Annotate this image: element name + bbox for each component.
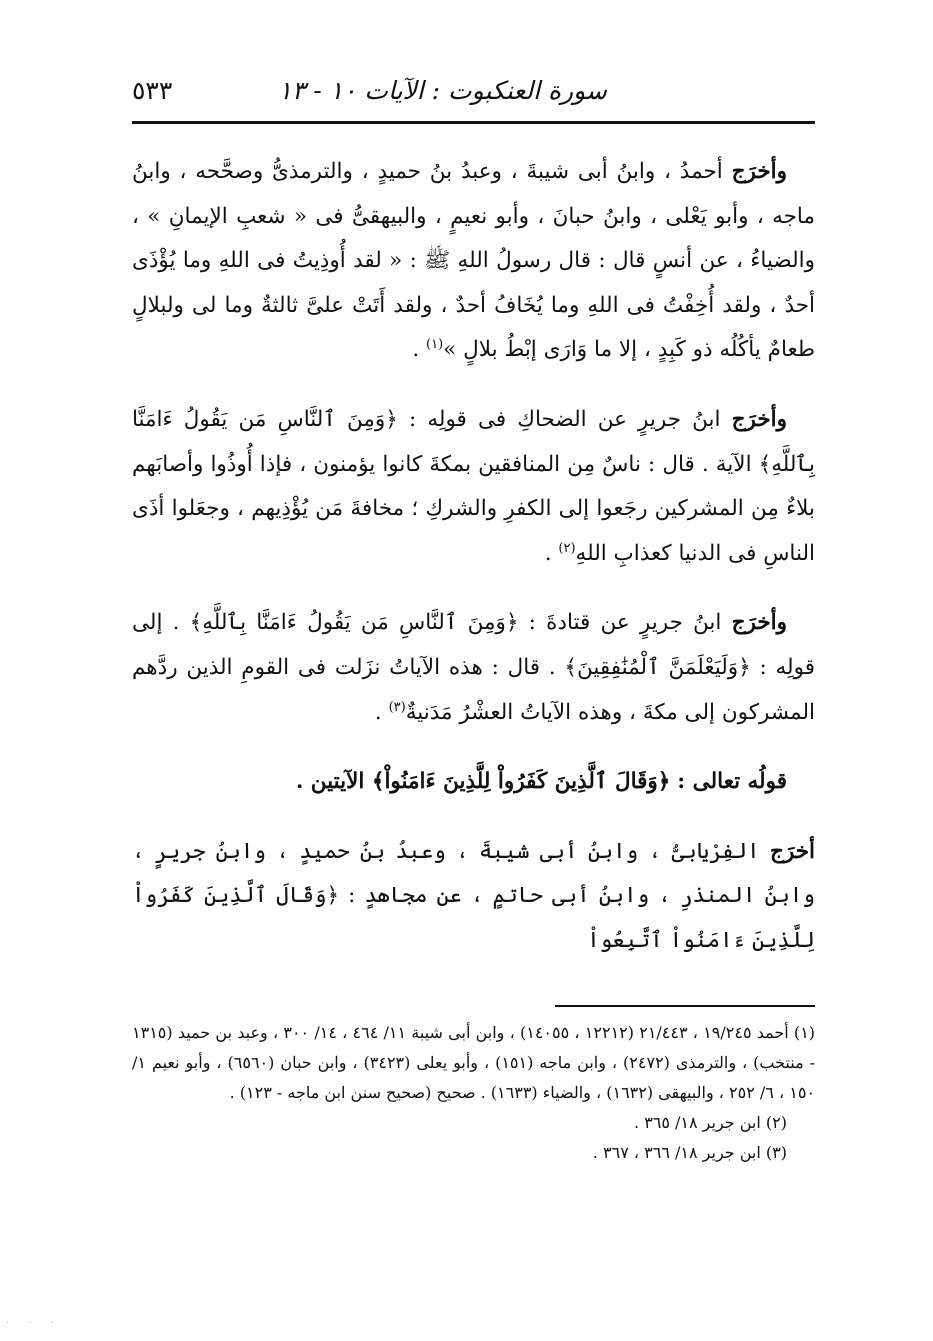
footnote-separator xyxy=(555,1005,815,1007)
main-text xyxy=(132,150,815,989)
footnote-ref-2: (٢) xyxy=(558,540,576,556)
paragraph-end: . xyxy=(544,540,559,566)
paragraph-lead: أخرَج xyxy=(770,838,816,864)
paragraph-lead: وأخرَج xyxy=(731,406,787,432)
verse-text: ﴿وَقَالَ ٱلَّذِينَ كَفَرُواْ لِلَّذِينَ ءَامَنُواْ﴾ الآيتين . xyxy=(295,769,671,795)
paragraph-body: أحمدُ ، وابنُ أبى شيبةَ ، وعبدُ بنُ حميدٍ ، والترمذىُّ وصحَّحه ، وابنُ ماجه ، وأبو يَعْلى ، وابنُ حبانَ ، وأبو نعيمٍ ، والبيهقىُّ فى « شعبِ الإيمانِ » ، والضياءُ ، عن أنسٍ قال : قال رسولُ اللهِ ﷺ : « لقد أُوذِيتُ فى اللهِ وما يُؤْذَى أحدٌ ، ولقد أُخِفْتُ فى اللهِ وما يُخَافُ أحدٌ ، ولقد أَتَتْ علىَّ ثالثةٌ وما لى ولبلالٍ طعامٌ يأكُلُه ذو كَبِدٍ ، إلا ما وَارَى إبْطُ بلالٍ » xyxy=(132,159,815,363)
paragraph-5 xyxy=(132,830,815,964)
paragraph-body: ابنُ جريرٍ عن الضحاكِ فى قولِه : ﴿وَمِنَ ٱلنَّاسِ مَن يَقُولُ ءَامَنَّا بِٱللَّهِ﴾ الآية . قال : ناسٌ مِن المنافقين بمكةَ كانوا يؤمنون ، فإذا أُوذُوا وأصابَهم بلاءٌ مِن المشركين رجَعوا إلى الكفرِ والشركِ ؛ مخافةَ مَن يُؤْذِيهم ، وجعَلوا أذَى الناسِ فى الدنيا كعذابِ اللهِ xyxy=(132,406,815,566)
footnote-ref-1: (١) xyxy=(426,337,444,353)
footnote-2: (٢) ابن جرير ١٨/ ٣٦٥ . xyxy=(633,1113,787,1132)
page-number: ٥٣٣ xyxy=(132,76,173,105)
paragraph-lead: وأخرَج xyxy=(731,610,787,636)
footnote-3: (٣) ابن جرير ١٨/ ٣٦٦ ، ٣٦٧ . xyxy=(592,1143,787,1162)
paragraph-3 xyxy=(132,601,815,735)
paragraph-1 xyxy=(132,150,815,373)
footnote-1: (١) أحمد ١٩/٢٤٥ ، ٢١/٤٤٣ (١٢٢١٢ ، ١٤٠٥٥) ، وابن أبى شيبة ١١/ ٤٦٤ ، ١٤/ ٣٠٠ ، وعبد بن حميد (١٣١٥ - منتخب) ، والترمذى (٢٤٧٢) ، وابن ماجه (١٥١) ، وأبو يعلى (٣٤٢٣) ، وابن حبان (٦٥٦٠) ، وأبو نعيم ١/ ١٥٠ ، ٦/ ٢٥٢ ، والبيهقى (١٦٣٢) ، والضياء (١٦٣٣) . صحيح (صحيح سنن ابن ماجه - ١٢٣) . xyxy=(132,1023,816,1102)
header-rule xyxy=(132,121,815,124)
paragraph-end: . xyxy=(374,699,389,725)
paragraph-body: الفِرْيابىُّ ، وابنُ أبى شيبةَ ، وعبدُ بنُ حميدٍ ، وابنُ جريرٍ ، وابنُ المنذرِ ، وابنُ أبى حاتمٍ ، عن مجاهدٍ : ﴿وَقَالَ ٱلَّذِينَ كَفَرُواْ لِلَّذِينَ ءَامَنُواْ ٱتَّبِعُواْ xyxy=(132,838,815,953)
verse-heading xyxy=(132,760,815,805)
paragraph-2 xyxy=(132,398,815,576)
footnote-ref-3: (٣) xyxy=(388,699,406,715)
running-header xyxy=(132,70,817,118)
paragraph-lead: وأخرَج xyxy=(731,159,787,184)
header-title: سورة العنكبوت : الآيات ١٠ - ١٣ xyxy=(278,76,607,105)
paragraph-end: . xyxy=(412,337,427,363)
footnotes xyxy=(132,1018,815,1168)
paragraph-lead: قولُه تعالى : xyxy=(677,769,787,795)
scan-margin-specks: · · · xyxy=(6,1318,62,1329)
paragraph-body: ابنُ جريرٍ عن قتادةَ : ﴿وَمِنَ ٱلنَّاسِ مَن يَقُولُ ءَامَنَّا بِٱللَّهِ﴾ . إلى قولِه : ﴿وَلَيَعْلَمَنَّ ٱلْمُنَٰفِقِينَ﴾ . قال : هذه الآياتُ نزَلت فى القومِ الذين ردَّهم المشركون إلى مكةَ ، وهذه الآياتُ العشْرُ مَدَنيةٌ xyxy=(132,610,815,725)
